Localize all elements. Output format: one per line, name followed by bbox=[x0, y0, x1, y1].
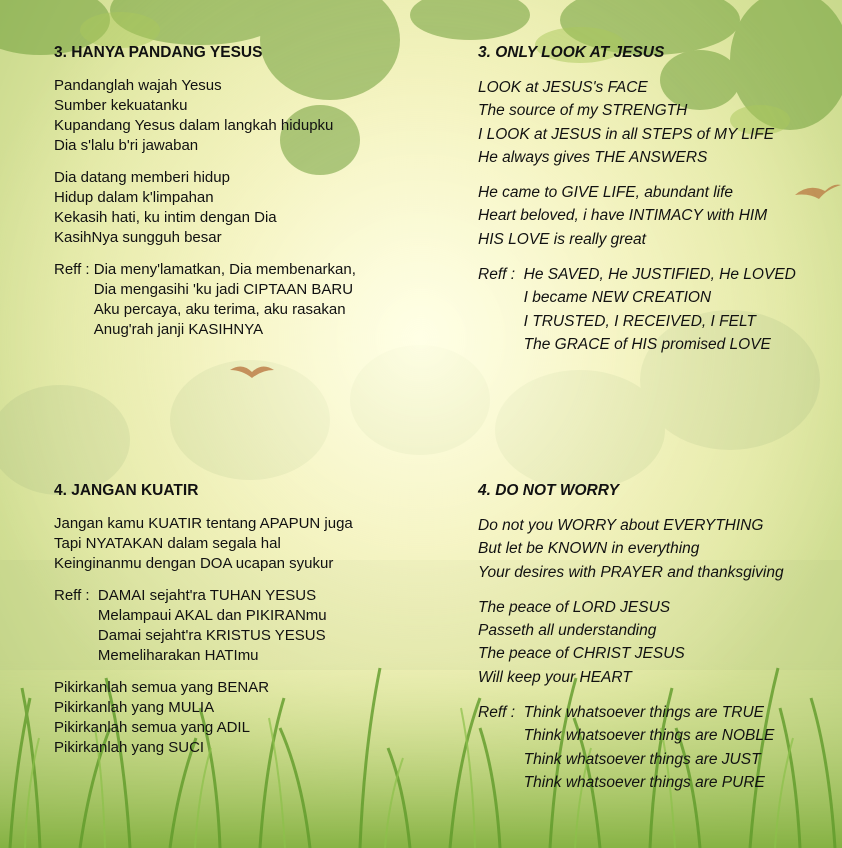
lyric-line: Damai sejaht'ra KRISTUS YESUS bbox=[97, 627, 326, 644]
lyric-line: Pikirkanlah semua yang ADIL bbox=[54, 719, 250, 736]
song-3-indonesian bbox=[54, 44, 356, 340]
verse-2 bbox=[54, 678, 353, 758]
lyric-line: Think whatsoever things are JUST bbox=[523, 750, 761, 768]
lyric-line: I LOOK at JESUS in all STEPS of MY LIFE bbox=[478, 125, 775, 143]
lyric-line: Dia s'lalu b'ri jawaban bbox=[54, 137, 199, 154]
lyric-line: Pikirkanlah yang MULIA bbox=[54, 699, 215, 716]
lyric-line: Aku percaya, aku terima, aku rasakan bbox=[93, 301, 346, 318]
lyric-line: The peace of LORD JESUS bbox=[478, 598, 671, 616]
lyric-line: Anug'rah janji KASIHNYA bbox=[93, 321, 264, 338]
lyric-line: Pandanglah wajah Yesus bbox=[54, 77, 222, 94]
lyric-line: LOOK at JESUS's FACE bbox=[478, 79, 648, 96]
lyric-line: Dia meny'lamatkan, Dia membenarkan, bbox=[93, 261, 356, 278]
verse-1 bbox=[54, 514, 353, 574]
refrain bbox=[54, 586, 353, 666]
lyric-line: Dia mengasihi 'ku jadi CIPTAAN BARU bbox=[93, 281, 354, 298]
refrain-label: Reff : bbox=[478, 266, 524, 284]
lyric-line: Passeth all understanding bbox=[478, 622, 657, 640]
lyric-line: Think whatsoever things are TRUE bbox=[523, 704, 765, 722]
lyric-line: Kekasih hati, ku intim dengan Dia bbox=[54, 209, 277, 226]
song-title: 3. HANYA PANDANG YESUS bbox=[54, 44, 263, 61]
refrain bbox=[54, 260, 356, 340]
lyric-line: Do not you WORRY about EVERYTHING bbox=[478, 517, 764, 534]
song-3-english bbox=[478, 44, 796, 356]
verse-1 bbox=[54, 76, 356, 156]
refrain bbox=[478, 263, 796, 356]
lyric-line: Pikirkanlah yang SUCI bbox=[54, 739, 205, 756]
lyric-line: He came to GIVE LIFE, abundant life bbox=[478, 184, 734, 202]
verse-1 bbox=[478, 514, 784, 584]
lyric-line: Dia datang memberi hidup bbox=[54, 169, 230, 186]
lyric-line: I became NEW CREATION bbox=[523, 289, 712, 307]
song-title: 4. DO NOT WORRY bbox=[478, 482, 619, 499]
lyric-line: Sumber kekuatanku bbox=[54, 97, 188, 114]
verse-2 bbox=[478, 181, 796, 251]
lyric-line: The GRACE of HIS promised LOVE bbox=[523, 335, 771, 353]
song-title: 3. ONLY LOOK AT JESUS bbox=[478, 44, 665, 61]
verse-1 bbox=[478, 76, 796, 169]
lyric-line: Hidup dalam k'limpahan bbox=[54, 189, 214, 206]
lyric-line: Pikirkanlah semua yang BENAR bbox=[54, 679, 270, 696]
verse-2 bbox=[478, 596, 784, 689]
lyric-line: Your desires with PRAYER and thanksgiving bbox=[478, 563, 784, 581]
lyric-line: The source of my STRENGTH bbox=[478, 102, 688, 120]
lyric-line: Kupandang Yesus dalam langkah hidupku bbox=[54, 117, 334, 134]
verse-2 bbox=[54, 168, 356, 248]
lyric-line: Think whatsoever things are NOBLE bbox=[523, 727, 775, 745]
lyric-line: He SAVED, He JUSTIFIED, He LOVED bbox=[523, 266, 796, 284]
lyric-line: But let be KNOWN in everything bbox=[478, 540, 700, 558]
refrain-label: Reff : bbox=[478, 704, 524, 722]
song-title: 4. JANGAN KUATIR bbox=[54, 482, 199, 499]
refrain bbox=[478, 701, 784, 794]
lyric-line: Keinginanmu dengan DOA ucapan syukur bbox=[54, 555, 334, 572]
lyric-line: He always gives THE ANSWERS bbox=[478, 148, 708, 166]
lyric-line: Melampaui AKAL dan PIKIRANmu bbox=[97, 607, 327, 624]
lyric-line: Will keep your HEART bbox=[478, 668, 632, 686]
lyric-line: DAMAI sejaht'ra TUHAN YESUS bbox=[97, 587, 317, 604]
song-4-indonesian bbox=[54, 482, 353, 770]
lyric-line: Memeliharakan HATImu bbox=[97, 647, 259, 664]
lyric-line: Think whatsoever things are PURE bbox=[523, 773, 765, 791]
lyric-line: KasihNya sungguh besar bbox=[54, 229, 222, 246]
song-4-english bbox=[478, 482, 784, 794]
lyric-line: Tapi NYATAKAN dalam segala hal bbox=[54, 535, 281, 552]
refrain-label: Reff : bbox=[54, 261, 94, 278]
lyric-line: HIS LOVE is really great bbox=[478, 230, 646, 248]
lyric-line: Heart beloved, i have INTIMACY with HIM bbox=[478, 207, 768, 225]
lyric-line: The peace of CHRIST JESUS bbox=[478, 645, 685, 663]
lyric-line: I TRUSTED, I RECEIVED, I FELT bbox=[523, 312, 756, 330]
refrain-label: Reff : bbox=[54, 587, 98, 604]
lyric-line: Jangan kamu KUATIR tentang APAPUN juga bbox=[54, 515, 353, 532]
